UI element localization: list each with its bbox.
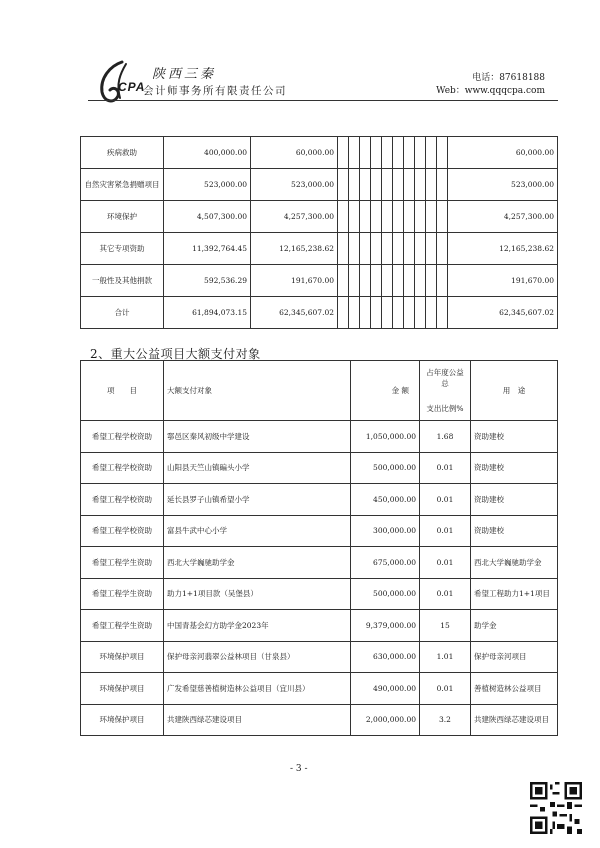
table-row: [81, 578, 558, 610]
amount-cell: 675,000.00: [351, 547, 420, 579]
empty-cell: [437, 169, 448, 201]
empty-cell: [393, 265, 404, 297]
header-amount: 金 额: [351, 361, 420, 421]
table-row: [81, 704, 558, 736]
brand-name: 陕西三秦: [152, 67, 217, 82]
table-row: [81, 610, 558, 642]
phone-number: 电话：87618188: [472, 73, 545, 83]
empty-cell: [415, 265, 426, 297]
website: Web：www.qqqcpa.com: [436, 86, 545, 96]
project-cell: 希望工程学生资助: [81, 578, 164, 610]
header-payee: 大额支付对象: [164, 361, 351, 421]
project-cell: 希望工程学校资助: [81, 515, 164, 547]
amount-cell: 300,000.00: [351, 515, 420, 547]
payee-cell: 保护母亲河翡翠公益林项目（甘泉县）: [164, 641, 351, 673]
row-value-1: 592,536.29: [164, 265, 251, 297]
row-total: 4,257,300.00: [448, 201, 558, 233]
amount-cell: 500,000.00: [351, 452, 420, 484]
header-divider: [88, 100, 558, 101]
purpose-cell: 希望工程助力1+1项目: [471, 578, 558, 610]
empty-cell: [349, 297, 360, 329]
header-purpose: 用 途: [471, 361, 558, 421]
purpose-cell: 资助建校: [471, 515, 558, 547]
amount-cell: 500,000.00: [351, 578, 420, 610]
empty-cell: [349, 201, 360, 233]
ratio-cell: 15: [420, 610, 471, 642]
empty-cell: [371, 233, 382, 265]
row-total: 62,345,607.02: [448, 297, 558, 329]
project-cell: 环境保护项目: [81, 704, 164, 736]
purpose-cell: 资助建校: [471, 421, 558, 453]
empty-cell: [338, 265, 349, 297]
amount-cell: 1,050,000.00: [351, 421, 420, 453]
qr-code-icon: [530, 782, 582, 834]
table-row: [81, 641, 558, 673]
empty-cell: [426, 233, 437, 265]
empty-cell: [382, 233, 393, 265]
purpose-cell: 资助建校: [471, 452, 558, 484]
payee-cell: 富县牛武中心小学: [164, 515, 351, 547]
row-total: 191,670.00: [448, 265, 558, 297]
empty-cell: [338, 297, 349, 329]
empty-cell: [437, 297, 448, 329]
payee-cell: 中国青基会幻方助学金2023年: [164, 610, 351, 642]
table-row: [81, 233, 558, 265]
empty-cell: [415, 137, 426, 169]
amount-cell: 450,000.00: [351, 484, 420, 516]
empty-cell: [393, 201, 404, 233]
empty-cell: [338, 233, 349, 265]
header-ratio: [420, 361, 471, 421]
empty-cell: [371, 201, 382, 233]
empty-cell: [360, 265, 371, 297]
ratio-cell: 0.01: [420, 547, 471, 579]
ratio-cell: 3.2: [420, 704, 471, 736]
row-value-1: 523,000.00: [164, 169, 251, 201]
empty-cell: [393, 297, 404, 329]
empty-cell: [415, 169, 426, 201]
empty-cell: [393, 169, 404, 201]
project-cell: 环境保护项目: [81, 673, 164, 705]
empty-cell: [360, 169, 371, 201]
empty-cell: [404, 169, 415, 201]
empty-cell: [371, 169, 382, 201]
empty-cell: [437, 137, 448, 169]
row-value-2: 191,670.00: [251, 265, 338, 297]
empty-cell: [382, 137, 393, 169]
table-row: [81, 673, 558, 705]
table-row: [81, 297, 558, 329]
payee-cell: 广发希望慈善植树造林公益项目（宜川县）: [164, 673, 351, 705]
empty-cell: [393, 233, 404, 265]
project-cell: 希望工程学校资助: [81, 484, 164, 516]
payee-cell: 山阳县天竺山镇碥头小学: [164, 452, 351, 484]
purpose-cell: 善植树造林公益项目: [471, 673, 558, 705]
large-payments-table: [80, 360, 558, 736]
empty-cell: [404, 201, 415, 233]
empty-cell: [415, 233, 426, 265]
header-ratio-line2: 支出比例%: [426, 404, 464, 413]
empty-cell: [360, 297, 371, 329]
page-number: - 3 -: [290, 764, 308, 774]
empty-cell: [426, 265, 437, 297]
row-value-1: 400,000.00: [164, 137, 251, 169]
ratio-cell: 0.01: [420, 515, 471, 547]
empty-cell: [371, 297, 382, 329]
ratio-cell: 1.01: [420, 641, 471, 673]
row-label: 其它专项资助: [81, 233, 164, 265]
row-label: 环境保护: [81, 201, 164, 233]
empty-cell: [382, 297, 393, 329]
project-cell: 希望工程学生资助: [81, 547, 164, 579]
row-label: 自然灾害紧急捐赠项目: [81, 169, 164, 201]
purpose-cell: 西北大学巍驰助学金: [471, 547, 558, 579]
amount-cell: 9,379,000.00: [351, 610, 420, 642]
table-row: [81, 201, 558, 233]
empty-cell: [426, 169, 437, 201]
table-row: [81, 515, 558, 547]
ratio-cell: 0.01: [420, 484, 471, 516]
payee-cell: 共建陕西绿芯建设项目: [164, 704, 351, 736]
empty-cell: [360, 137, 371, 169]
empty-cell: [360, 233, 371, 265]
expenditure-table: [80, 136, 558, 329]
row-value-1: 11,392,764.45: [164, 233, 251, 265]
row-label: 一般性及其他捐款: [81, 265, 164, 297]
empty-cell: [382, 265, 393, 297]
header-ratio-line1: 占年度公益总: [426, 368, 464, 388]
table-row: [81, 169, 558, 201]
row-total: 12,165,238.62: [448, 233, 558, 265]
project-cell: 希望工程学校资助: [81, 452, 164, 484]
table-row: [81, 547, 558, 579]
row-value-2: 12,165,238.62: [251, 233, 338, 265]
empty-cell: [404, 137, 415, 169]
empty-cell: [404, 297, 415, 329]
project-cell: 希望工程学校资助: [81, 421, 164, 453]
empty-cell: [437, 265, 448, 297]
cpa-mark: CPA: [118, 80, 146, 94]
ratio-cell: 0.01: [420, 578, 471, 610]
amount-cell: 630,000.00: [351, 641, 420, 673]
section-title: 2、重大公益项目大额支付对象: [90, 347, 261, 361]
empty-cell: [371, 265, 382, 297]
table-row: [81, 484, 558, 516]
empty-cell: [426, 297, 437, 329]
ratio-cell: 0.01: [420, 452, 471, 484]
purpose-cell: 助学金: [471, 610, 558, 642]
empty-cell: [426, 201, 437, 233]
empty-cell: [437, 201, 448, 233]
row-label: 疾病救助: [81, 137, 164, 169]
payee-cell: 鄠邑区秦风初级中学建设: [164, 421, 351, 453]
row-total: 60,000.00: [448, 137, 558, 169]
payee-cell: 西北大学巍驰助学金: [164, 547, 351, 579]
empty-cell: [349, 265, 360, 297]
header-project: 项 目: [81, 361, 164, 421]
row-value-1: 4,507,300.00: [164, 201, 251, 233]
empty-cell: [404, 265, 415, 297]
row-value-2: 60,000.00: [251, 137, 338, 169]
table-row: [81, 137, 558, 169]
empty-cell: [338, 137, 349, 169]
row-value-2: 62,345,607.02: [251, 297, 338, 329]
table-row: [81, 421, 558, 453]
payee-cell: 助力1+1项目款（吴堡县）: [164, 578, 351, 610]
empty-cell: [415, 201, 426, 233]
project-cell: 希望工程学生资助: [81, 610, 164, 642]
row-value-1: 61,894,073.15: [164, 297, 251, 329]
table-row: [81, 452, 558, 484]
row-value-2: 523,000.00: [251, 169, 338, 201]
row-label: 合计: [81, 297, 164, 329]
row-value-2: 4,257,300.00: [251, 201, 338, 233]
empty-cell: [415, 297, 426, 329]
letterhead: [0, 0, 600, 110]
empty-cell: [437, 233, 448, 265]
purpose-cell: 共建陕西绿芯建设项目: [471, 704, 558, 736]
empty-cell: [382, 169, 393, 201]
empty-cell: [382, 201, 393, 233]
empty-cell: [338, 201, 349, 233]
empty-cell: [393, 137, 404, 169]
project-cell: 环境保护项目: [81, 641, 164, 673]
empty-cell: [404, 233, 415, 265]
payee-cell: 延长县罗子山镇希望小学: [164, 484, 351, 516]
empty-cell: [349, 169, 360, 201]
empty-cell: [349, 137, 360, 169]
ratio-cell: 1.68: [420, 421, 471, 453]
company-name: 会计师事务所有限责任公司: [143, 85, 287, 97]
empty-cell: [426, 137, 437, 169]
empty-cell: [349, 233, 360, 265]
amount-cell: 490,000.00: [351, 673, 420, 705]
table-header-row: [81, 361, 558, 421]
purpose-cell: 保护母亲河项目: [471, 641, 558, 673]
ratio-cell: 0.01: [420, 673, 471, 705]
empty-cell: [338, 169, 349, 201]
empty-cell: [360, 201, 371, 233]
purpose-cell: 资助建校: [471, 484, 558, 516]
row-total: 523,000.00: [448, 169, 558, 201]
table-row: [81, 265, 558, 297]
amount-cell: 2,000,000.00: [351, 704, 420, 736]
empty-cell: [371, 137, 382, 169]
